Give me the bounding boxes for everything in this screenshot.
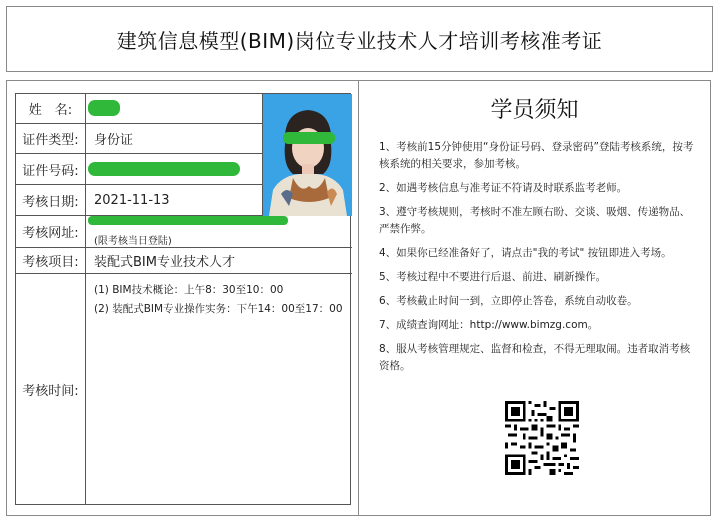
- notice-item-3: 3、遵守考核规则，考核时不准左顾右盼、交谈、吸烟、传递物品、严禁作弊。: [379, 206, 691, 235]
- row-exam-url: [16, 216, 352, 248]
- name-label: 姓 名:: [16, 94, 86, 123]
- exam-date-label: 考核日期:: [16, 185, 86, 215]
- notice-panel: [359, 81, 710, 515]
- notice-list: [379, 139, 695, 382]
- exam-date-value: 2021-11-13: [94, 192, 170, 208]
- candidate-info-panel: [7, 81, 359, 515]
- schedule-item-2: (2) 装配式BIM专业操作实务：下午14：00至17：00: [94, 303, 343, 315]
- id-number-label: 证件号码:: [16, 154, 86, 184]
- qr-code-image: [505, 401, 579, 475]
- admission-ticket-card: [6, 80, 711, 516]
- notice-item-5: 5、考核过程中不要进行后退、前进、刷新操作。: [379, 271, 607, 283]
- notice-item-4: 4、如果你已经准备好了，请点击"我的考试" 按钮即进入考场。: [379, 247, 672, 259]
- notice-item-1: 1、考核前15分钟使用“身份证号码、登录密码”登陆考核系统，按考核系统的相关要求，参加考核。: [379, 141, 694, 170]
- notice-item-6: 6、考核截止时间一到，立即停止答卷，系统自动收卷。: [379, 295, 638, 307]
- candidate-photo: [262, 94, 352, 216]
- row-id-type: [16, 124, 262, 154]
- row-exam-date: [16, 185, 262, 216]
- photo-eye-redaction: [283, 132, 335, 144]
- notice-item-2: 2、如遇考核信息与准考证不符请及时联系监考老师。: [379, 182, 628, 194]
- exam-url-note: (限考核当日登陆): [94, 236, 172, 247]
- portrait-image: [263, 94, 352, 216]
- page-title: 建筑信息模型(BIM)岗位专业技术人才培训考核准考证: [116, 28, 603, 53]
- exam-time-label: 考核时间:: [16, 274, 86, 504]
- exam-project-value: 装配式BIM专业技术人才: [94, 255, 235, 270]
- notice-item-7: 7、成绩查询网址：http://www.bimzg.com。: [379, 319, 599, 331]
- title-banner: [6, 6, 713, 72]
- row-exam-project: [16, 248, 352, 274]
- schedule-item-1: (1) BIM技术概论：上午8：30至10：00: [94, 284, 284, 296]
- candidate-info-table: [15, 93, 351, 505]
- exam-url-redaction: [88, 216, 288, 225]
- exam-project-label: 考核项目:: [16, 248, 86, 273]
- id-number-redaction: [88, 162, 240, 176]
- row-name: [16, 94, 262, 124]
- row-id-number: [16, 154, 262, 185]
- row-exam-time: [16, 274, 352, 504]
- id-type-label: 证件类型:: [16, 124, 86, 153]
- notice-title: 学员须知: [490, 98, 579, 123]
- exam-url-label: 考核网址:: [16, 216, 86, 247]
- name-redaction: [88, 100, 120, 116]
- notice-item-8: 8、服从考核管理规定、监督和检查，不得无理取闹。违者取消考核资格。: [379, 343, 691, 372]
- id-type-value: 身份证: [94, 133, 134, 148]
